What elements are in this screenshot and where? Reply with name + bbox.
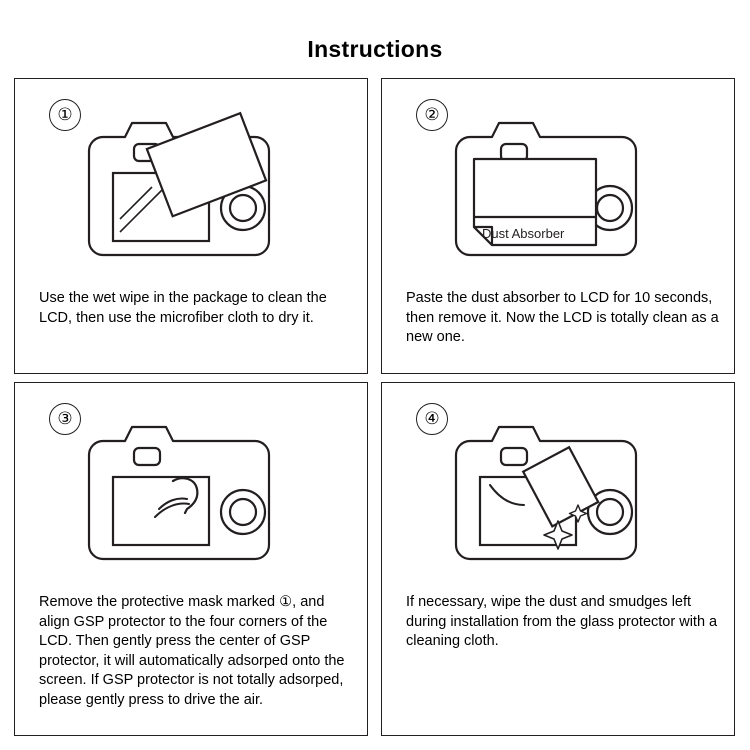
step-caption-4: If necessary, wipe the dust and smudges left during installation from the glass protector with a cleaning cloth. bbox=[406, 594, 718, 650]
step-caption-2: Paste the dust absorber to LCD for 10 seconds, then remove it. Now the LCD is totally clean as a new one. bbox=[406, 290, 719, 346]
step-caption-1: Use the wet wipe in the package to clean the LCD, then use the microfiber cloth to dry it. bbox=[39, 290, 327, 326]
dust-absorber-label: Dust Absorber bbox=[482, 226, 565, 241]
instruction-panel-2 bbox=[381, 78, 735, 374]
step-caption-3: Remove the protective mask marked ①, and align GSP protector to the four corners of the LCD. Then gently press the center of GSP protector, it will automatically adsorped onto the screen. If GSP protector is not totally adsorped, please gently press to drive the air. bbox=[39, 594, 345, 708]
step-number-3: ③ bbox=[49, 403, 81, 435]
step-number-2: ② bbox=[416, 99, 448, 131]
step-illustration-4 bbox=[382, 393, 736, 588]
instruction-panel-3 bbox=[14, 382, 368, 736]
instruction-panel-4 bbox=[381, 382, 735, 736]
instruction-panel-1 bbox=[14, 78, 368, 374]
step-illustration-1 bbox=[15, 89, 369, 284]
step-number-4: ④ bbox=[416, 403, 448, 435]
step-number-1: ① bbox=[49, 99, 81, 131]
step-illustration-3 bbox=[15, 393, 369, 588]
page-title: Instructions bbox=[307, 36, 443, 62]
step-illustration-2 bbox=[382, 89, 736, 284]
